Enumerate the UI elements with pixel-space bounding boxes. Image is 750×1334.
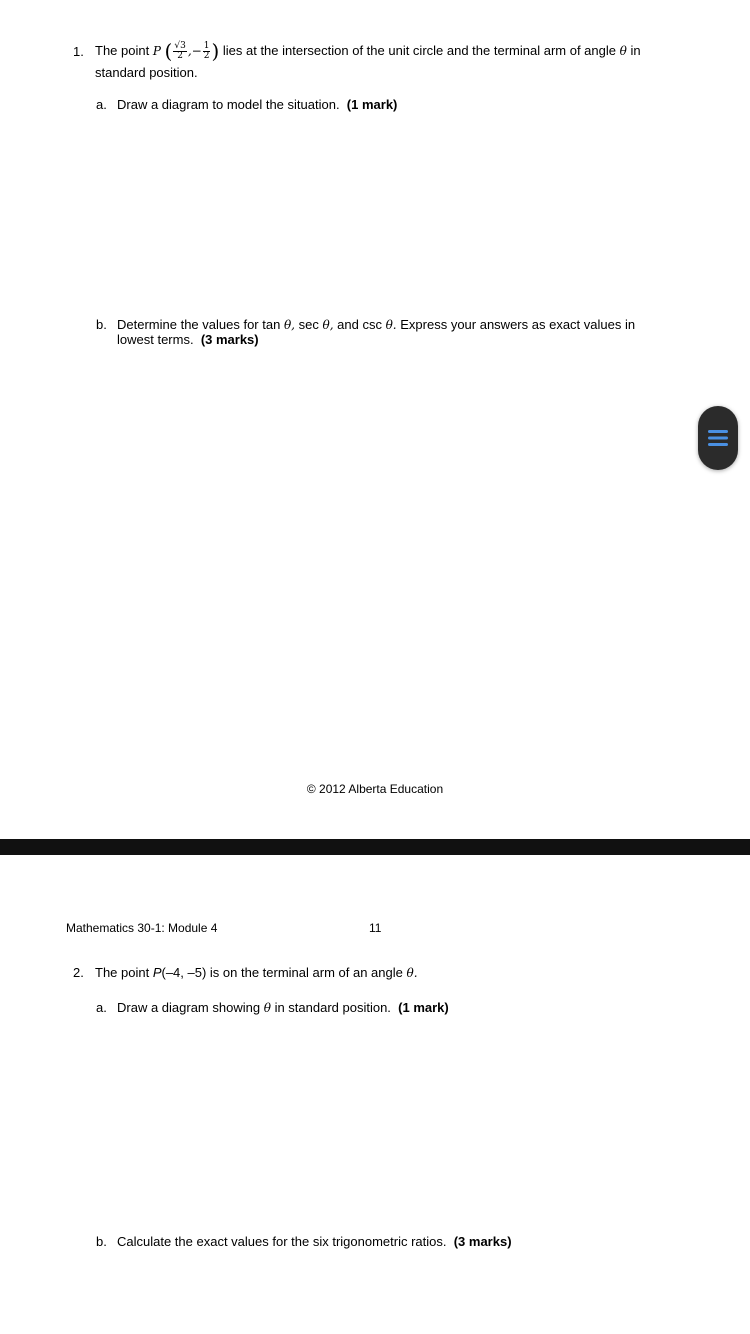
q1-theta: θ	[619, 44, 627, 58]
q1b-text-line1: Determine the values for tan θ, sec θ, and csc θ. Express your answers as exact values in	[117, 317, 636, 332]
q1-text-in: in	[630, 43, 641, 58]
q2-number: 2.	[73, 965, 84, 980]
q2a-marks: (1 mark)	[398, 1000, 449, 1015]
copyright-footer: © 2012 Alberta Education	[306, 782, 444, 796]
q1-stem-line1: The point P ( $\frac{√3}{2}$ , − $\frac{1}{2}$ ) lies at the intersection of the unit circle and the terminal arm of angle θ in	[95, 39, 641, 63]
q2a-label: a.	[96, 1000, 107, 1015]
q1b-label: b.	[96, 317, 107, 332]
q2-stem: The point P(–4, –5) is on the terminal arm of an angle θ.	[95, 965, 418, 980]
q1-paren-open: (	[164, 39, 173, 63]
page-divider	[0, 839, 750, 855]
q2a-text: Draw a diagram showing θ in standard position. (1 mark)	[117, 1000, 449, 1015]
q1-stem-line2: standard position.	[95, 65, 198, 80]
q2b-marks: (3 marks)	[453, 1234, 512, 1249]
q1-fraction-1-over-2: $\frac{1}{2}$	[203, 40, 210, 61]
q1-fraction-sqrt3-over-2: $\frac{√3}{2}$	[174, 40, 186, 61]
q1-text-after: lies at the intersection of the unit circle and the terminal arm of angle	[222, 43, 616, 58]
menu-icon	[708, 429, 728, 447]
q1-number: 1.	[73, 44, 84, 59]
floating-menu-button[interactable]	[698, 406, 738, 470]
q1b-text-line2: lowest terms. (3 marks)	[117, 332, 259, 347]
page2-page-number: 11	[369, 921, 382, 935]
q1-text-before: The point	[95, 43, 150, 58]
q2b-label: b.	[96, 1234, 107, 1249]
q1b-marks: (3 marks)	[200, 332, 259, 347]
q1-paren-close: )	[211, 39, 220, 63]
page2-header-title: Mathematics 30-1: Module 4	[66, 921, 218, 935]
q1a-marks: (1 mark)	[346, 97, 398, 112]
q2b-text: Calculate the exact values for the six trigonometric ratios. (3 marks)	[117, 1234, 512, 1249]
q1a-text: Draw a diagram to model the situation. (1 mark)	[117, 97, 398, 112]
q1a-label: a.	[96, 97, 107, 112]
q1-point-var: P	[152, 44, 161, 58]
